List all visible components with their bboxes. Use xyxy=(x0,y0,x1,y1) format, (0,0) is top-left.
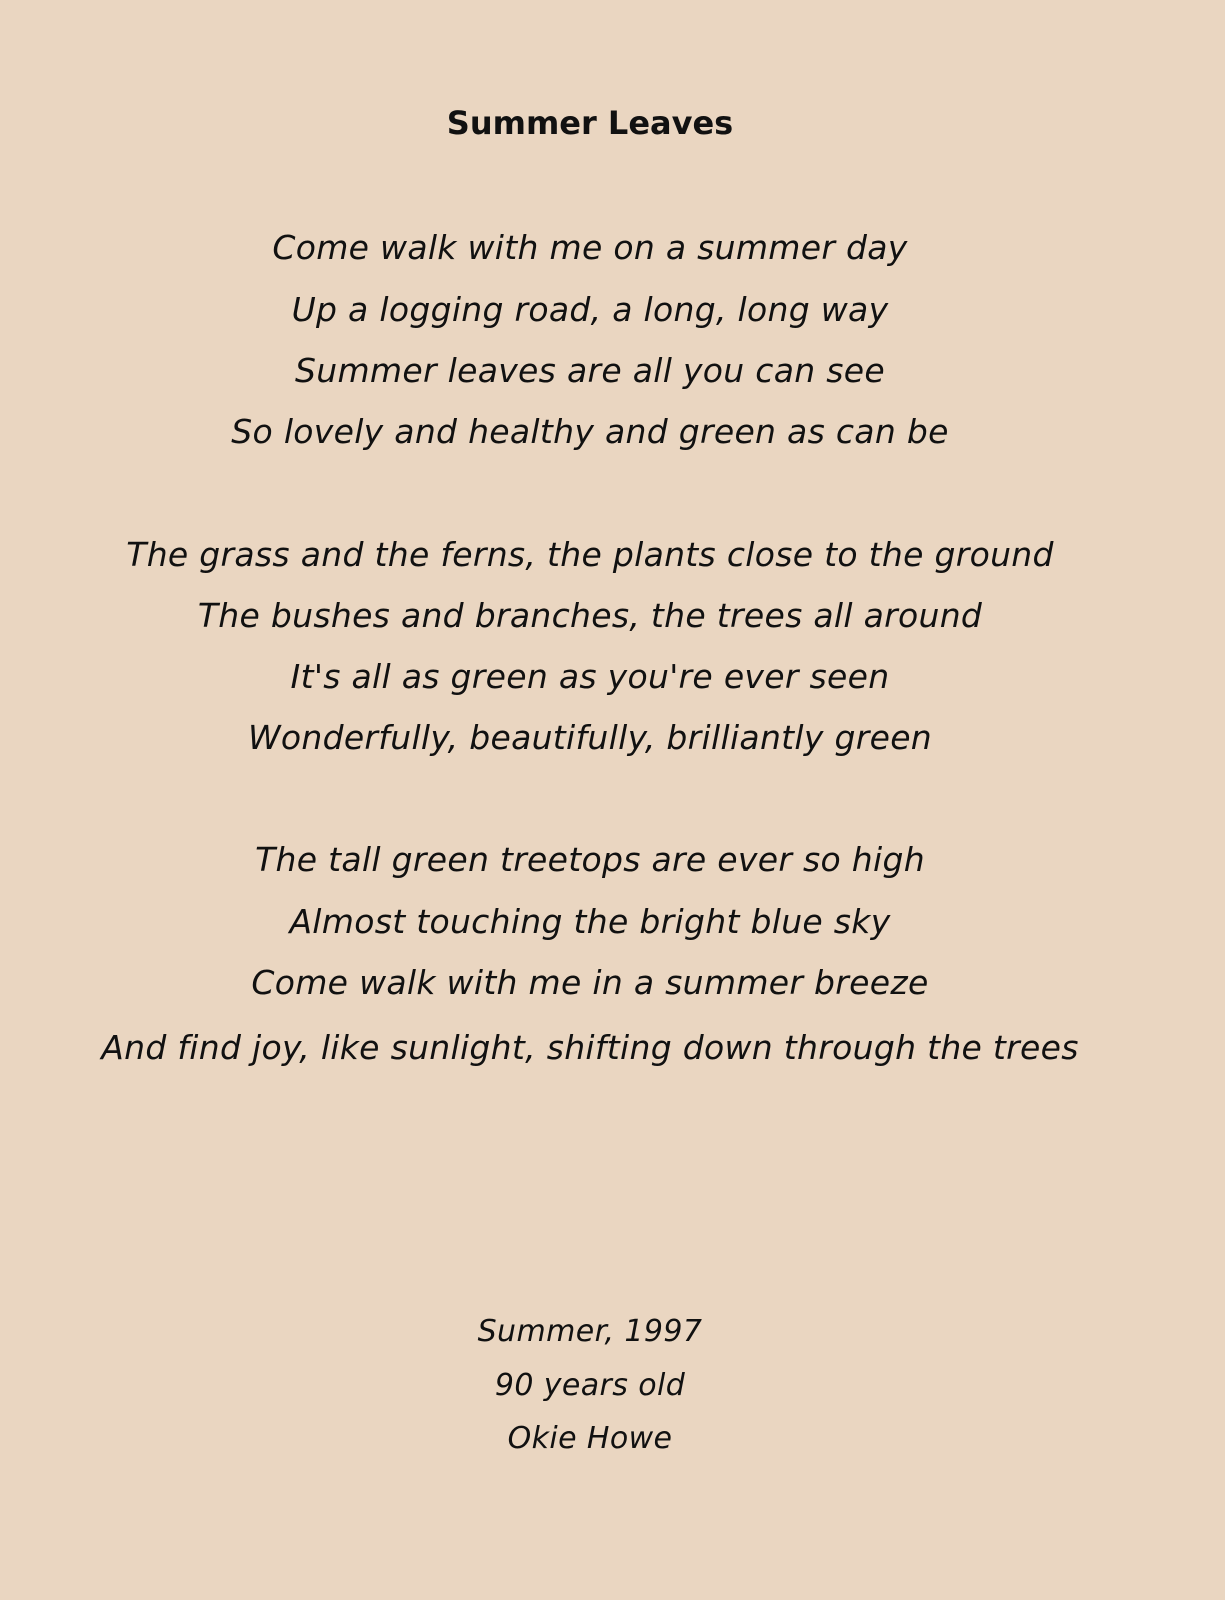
signature-author: Okie Howe xyxy=(507,1421,673,1456)
poem-line: The bushes and branches, the trees all around xyxy=(197,596,983,635)
poem-line: Almost touching the bright blue sky xyxy=(289,902,891,941)
poem-line: And find joy, like sunlight, shifting down through the trees xyxy=(101,1028,1079,1067)
poem-line: So lovely and healthy and green as can be xyxy=(231,412,949,451)
signature-date: Summer, 1997 xyxy=(477,1314,703,1349)
poem-line: Come walk with me on a summer day xyxy=(272,228,908,267)
poem-line: The tall green treetops are ever so high xyxy=(255,840,925,879)
poem-line: Summer leaves are all you can see xyxy=(295,351,885,390)
poem-line: The grass and the ferns, the plants close to the ground xyxy=(126,535,1054,574)
poem-line: Come walk with me in a summer breeze xyxy=(251,963,929,1002)
poem-line: Wonderfully, beautifully, brilliantly green xyxy=(247,718,933,757)
poem-title: Summer Leaves xyxy=(446,104,734,142)
poem-line: Up a logging road, a long, long way xyxy=(291,290,889,329)
poem-line: It's all as green as you're ever seen xyxy=(290,657,890,696)
signature-age: 90 years old xyxy=(494,1368,686,1403)
